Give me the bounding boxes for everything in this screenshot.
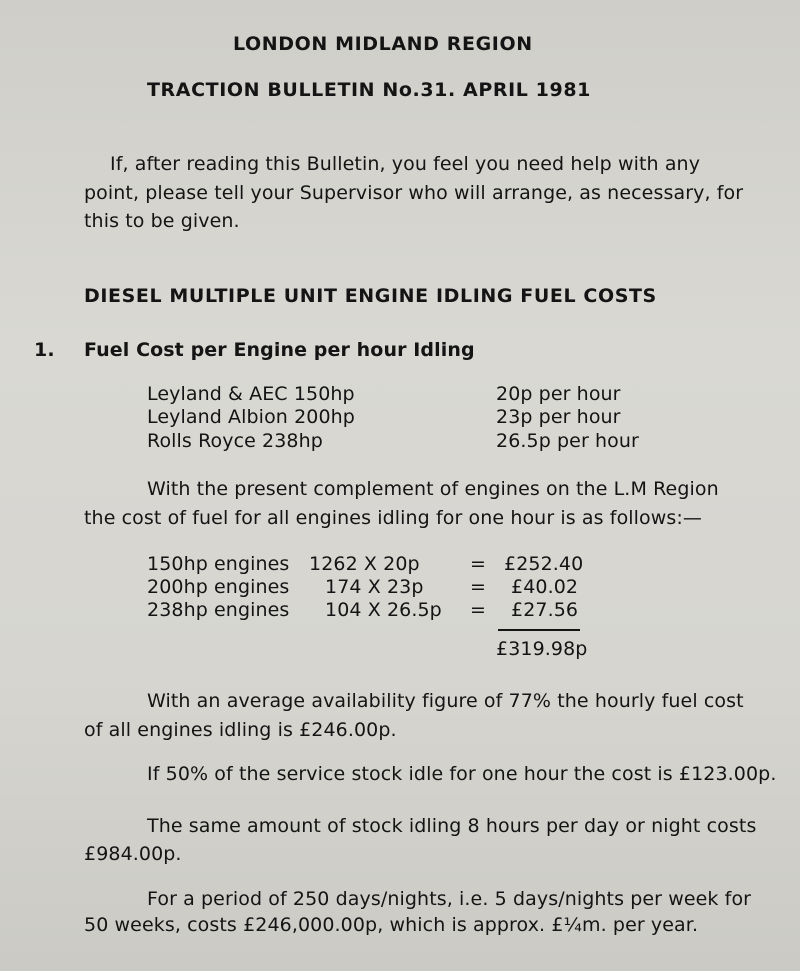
item-heading: Fuel Cost per Engine per hour Idling (84, 339, 475, 361)
engine-rate: 23p per hour (496, 406, 621, 428)
engine-name: Leyland & AEC 150hp (147, 383, 355, 405)
calc-equals: = (470, 553, 487, 575)
intro-line-1: If, after reading this Bulletin, you feel you need help with any (110, 153, 701, 175)
calc-label: 200hp engines (147, 576, 290, 598)
availability-line-2: of all engines idling is £246.00p. (84, 719, 397, 741)
availability-line-1: With an average availability figure of 77% the hourly fuel cost (147, 690, 744, 712)
complement-line-2: the cost of fuel for all engines idling for one hour is as follows:— (84, 507, 703, 529)
region-heading: LONDON MIDLAND REGION (233, 33, 533, 55)
intro-line-2: point, please tell your Supervisor who will arrange, as necessary, for (84, 182, 744, 204)
calc-label: 238hp engines (147, 599, 290, 621)
calc-formula: 1262 X 20p (309, 553, 420, 575)
eight-hours-line-1: The same amount of stock idling 8 hours per day or night costs (147, 815, 757, 837)
fifty-percent-line: If 50% of the service stock idle for one hour the cost is £123.00p. (147, 763, 777, 785)
engine-rate: 26.5p per hour (496, 430, 639, 452)
section-title: DIESEL MULTIPLE UNIT ENGINE IDLING FUEL COSTS (84, 285, 657, 307)
item-number: 1. (34, 339, 55, 361)
calc-equals: = (470, 599, 487, 621)
period-line-2: 50 weeks, costs £246,000.00p, which is approx. £¼m. per year. (84, 914, 699, 936)
calc-total: £27.56 (511, 599, 579, 621)
period-line-1: For a period of 250 days/nights, i.e. 5 days/nights per week for (147, 888, 752, 910)
engine-name: Rolls Royce 238hp (147, 430, 323, 452)
calc-total: £252.40 (504, 553, 584, 575)
intro-line-3: this to be given. (84, 210, 240, 232)
eight-hours-line-2: £984.00p. (84, 843, 182, 865)
calc-equals: = (470, 576, 487, 598)
calc-label: 150hp engines (147, 553, 290, 575)
bulletin-title: TRACTION BULLETIN No.31. APRIL 1981 (147, 79, 591, 101)
engine-rate: 20p per hour (496, 383, 621, 405)
complement-line-1: With the present complement of engines on the L.M Region (147, 478, 719, 500)
calc-total: £40.02 (511, 576, 579, 598)
calc-formula: 174 X 23p (325, 576, 424, 598)
grand-total: £319.98p (496, 638, 588, 660)
sum-rule (498, 629, 580, 631)
engine-name: Leyland Albion 200hp (147, 406, 355, 428)
calc-formula: 104 X 26.5p (325, 599, 442, 621)
